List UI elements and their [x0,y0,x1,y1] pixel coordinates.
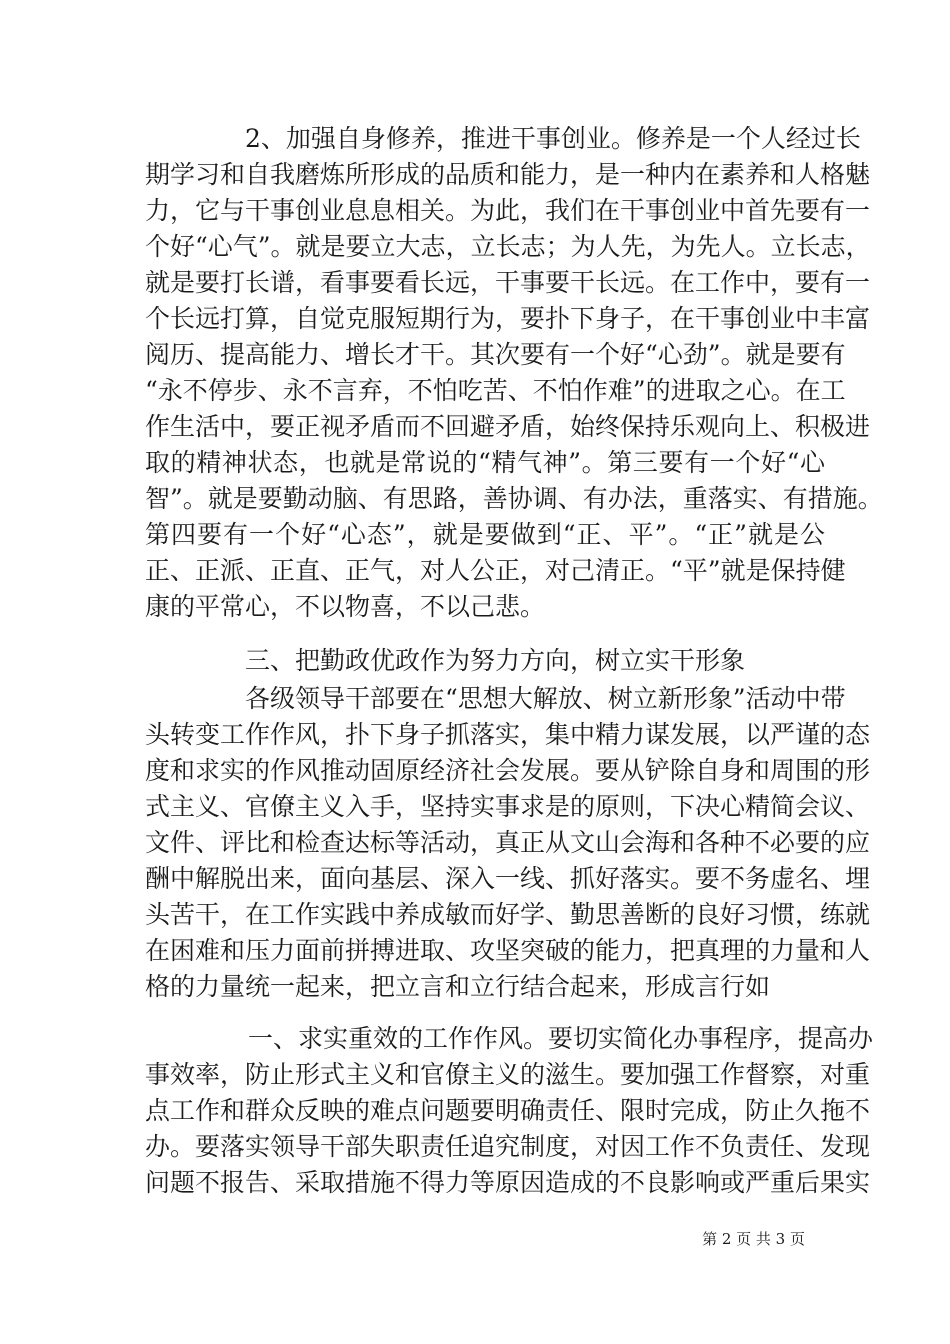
paragraph-line: 第四要有一个好“心态”，就是要做到“正、平”。“正”就是公 [145,520,825,549]
paragraph-line: 酬中解脱出来，面向基层、深入一线、抓好落实。要不务虚名、埋 [145,864,871,893]
paragraph-line: 取的精神状态，也就是常说的“精气神”。第三要有一个好“心 [145,448,825,477]
paragraph-line: 2、加强自身修养，推进干事创业。修养是一个人经过长 [245,124,861,153]
paragraph-line: 智”。就是要勤动脑、有思路，善协调、有办法，重落实、有措施。 [145,484,883,513]
paragraph-line: 办。要落实领导干部失职责任追究制度，对因工作不负责任、发现 [145,1132,871,1161]
paragraph-line: 文件、评比和检查达标等活动，真正从文山会海和各种不必要的应 [145,828,871,857]
paragraph-line: 事效率，防止形式主义和官僚主义的滋生。要加强工作督察，对重 [145,1060,871,1089]
paragraph-line: 力，它与干事创业息息相关。为此，我们在干事创业中首先要有一 [145,196,871,225]
paragraph-line: 个长远打算，自觉克服短期行为，要扑下身子，在干事创业中丰富 [145,304,871,333]
paragraph-line: 式主义、官僚主义入手，坚持实事求是的原则，下决心精简会议、 [145,792,871,821]
paragraph-line: 作生活中，要正视矛盾而不回避矛盾，始终保持乐观向上、积极进 [145,412,871,441]
paragraph-line: 格的力量统一起来，把立言和立行结合起来，形成言行如 [145,972,771,1001]
paragraph-line: 头转变工作作风，扑下身子抓落实，集中精力谋发展，以严谨的态 [145,720,871,749]
paragraph-line: 个好“心气”。就是要立大志，立长志；为人先，为先人。立长志， [145,232,871,261]
paragraph-line: 期学习和自我磨炼所形成的品质和能力，是一种内在素养和人格魅 [145,160,871,189]
paragraph-line: 度和求实的作风推动固原经济社会发展。要从铲除自身和周围的形 [145,756,871,785]
paragraph-line: 各级领导干部要在“思想大解放、树立新形象”活动中带 [245,684,846,713]
paragraph-line: 就是要打长谱，看事要看长远，干事要干长远。在工作中，要有一 [145,268,871,297]
paragraph-line: 点工作和群众反映的难点问题要明确责任、限时完成，防止久拖不 [145,1096,871,1125]
paragraph-line: 正、正派、正直、正气，对人公正，对己清正。“平”就是保持健 [145,556,846,585]
paragraph-line: “永不停步、永不言弃，不怕吃苦、不怕作难”的进取之心。在工 [145,376,846,405]
paragraph-line: 一、求实重效的工作作风。要切实简化办事程序，提高办 [248,1024,874,1053]
paragraph-line: 康的平常心，不以物喜，不以己悲。 [145,592,546,621]
section-heading: 三、把勤政优政作为努力方向，树立实干形象 [245,646,746,675]
paragraph-line: 问题不报告、采取措施不得力等原因造成的不良影响或严重后果实 [145,1168,871,1197]
paragraph-line: 阅历、提高能力、增长才干。其次要有一个好“心劲”。就是要有 [145,340,846,369]
page-number: 第 2 页 共 3 页 [702,1230,805,1248]
paragraph-line: 头苦干，在工作实践中养成敏而好学、勤思善断的良好习惯，练就 [145,900,871,929]
paragraph-line: 在困难和压力面前拼搏进取、攻坚突破的能力，把真理的力量和人 [145,936,871,965]
